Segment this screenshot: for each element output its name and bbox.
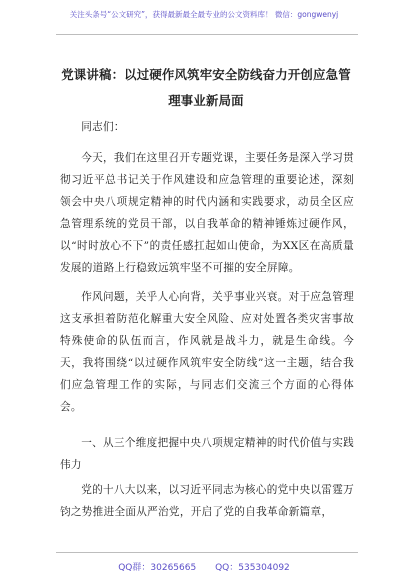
paragraph-text: 作风问题，关乎人心向背，关乎事业兴衰。对于应急管理这支承担着防范化解重大安全风险、应对处置各类灾害事故特殊使命的队伍而言，作风就是战斗力，就是生命线。今天，我将围绕“以过硬作风筑牢安全防线”这一主题，结合我们应急管理工作的实际，与同志们交流三个方面的心得体会。 (60, 291, 354, 413)
paragraph-text: 今天，我们在这里召开专题党课，主要任务是深入学习贯彻习近平总书记关于作风建设和应急管理的重要论述，深刻领会中央八项规定精神的时代内涵和实践要求，动员全区应急管理系统的党员干部，以自我革命的精神锤炼过硬作风，以“时时放心不下”的责任感扛起如山使命，为XX区在高质量发展的道路上行稳致远筑牢坚不可摧的安全屏障。 (60, 152, 354, 274)
paragraph-text: 党的十八大以来，以习近平同志为核心的党中央以雷霆万钧之势推进全面从严治党，开启了党的自我革命新篇章， (60, 484, 354, 518)
qq-group-number: QQ群：30265665 (118, 563, 197, 573)
qq-number: QQ：535304092 (215, 563, 290, 573)
section-heading-one (60, 432, 354, 476)
salutation: 同志们： (81, 121, 125, 133)
header-divider (56, 34, 358, 35)
footer-divider (56, 552, 358, 553)
body-paragraph-style (60, 286, 354, 418)
section-heading-text: 一、从三个维度把握中央八项规定精神的时代价值与实践伟力 (60, 437, 354, 471)
body-paragraph-intro (60, 147, 354, 279)
document-title: 党课讲稿：以过硬作风筑牢安全防线奋力开创应急管理事业新局面 (61, 67, 351, 108)
header-promo-note: 关注头条号“公文研究”，获得最新最全最专业的公文资料库！ 微信：gongwenyj (69, 10, 339, 19)
footer-contact (0, 560, 408, 573)
body-paragraph-eighteenth-congress (60, 479, 354, 523)
